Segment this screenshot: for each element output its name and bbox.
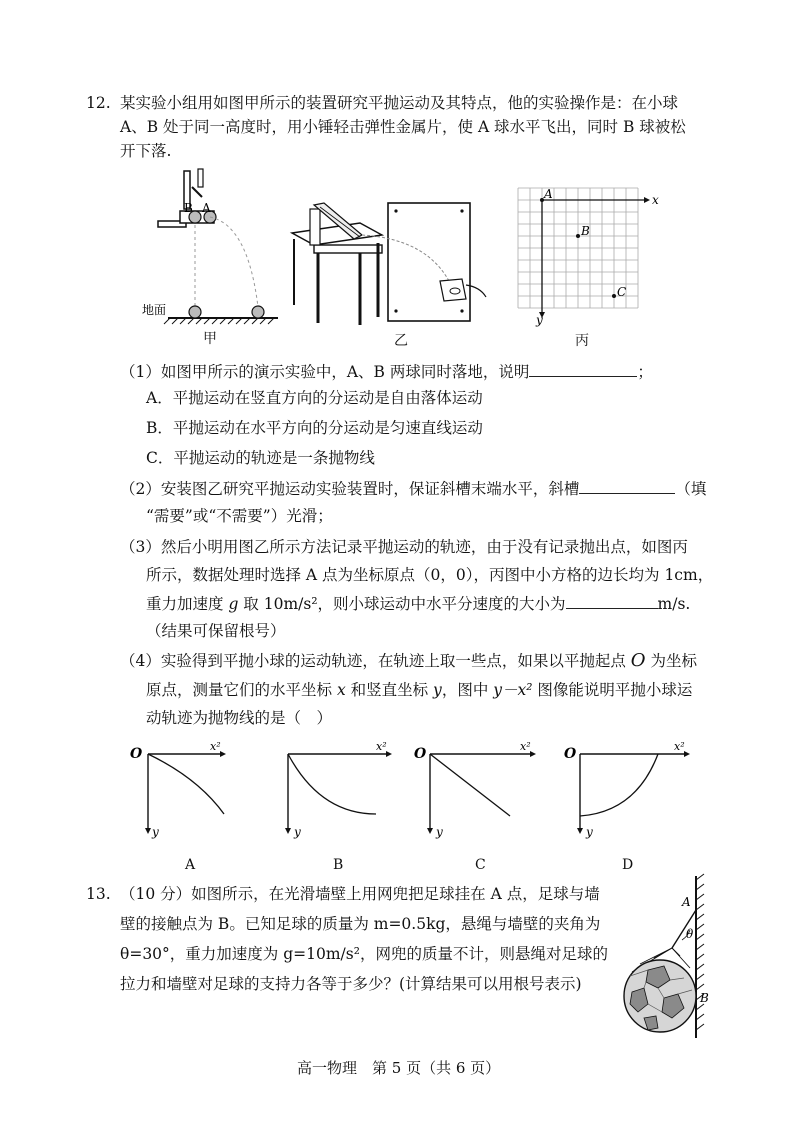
svg-text:O: O xyxy=(564,746,577,762)
graph-a-curve xyxy=(148,754,224,814)
svg-text:x²: x² xyxy=(210,740,221,753)
svg-text:y: y xyxy=(294,825,301,839)
q12-part1: （1）如图甲所示的演示实验中，A、B 两球同时落地，说明 ； xyxy=(120,363,653,381)
q12-stem-line3: 开下落. xyxy=(120,142,172,160)
svg-text:O: O xyxy=(414,746,427,762)
graph-caption-d: D xyxy=(622,857,634,873)
bing-point-c: C xyxy=(617,285,627,299)
bing-x-label: x xyxy=(652,193,659,207)
q12-option-b: B．平抛运动在水平方向的分运动是匀速直线运动 xyxy=(146,419,483,437)
caption-bing: 丙 xyxy=(575,333,589,349)
graph-c xyxy=(410,740,550,840)
figure-jia xyxy=(140,165,280,325)
graph-a xyxy=(120,740,230,840)
q12-part2-line2: “需要”或“不需要”）光滑； xyxy=(146,507,333,525)
q12-part2-line1: （2）安装图乙研究平抛运动实验装置时，保证斜槽末端水平，斜槽 （填 xyxy=(120,480,707,498)
svg-text:x²: x² xyxy=(674,740,685,753)
q12-number: 12. xyxy=(86,94,111,112)
figure-bing xyxy=(508,180,658,325)
graph-b-curve xyxy=(288,754,376,814)
q12-part3-line1: （3）然后小明用图乙所示方法记录平抛运动的轨迹，由于没有记录抛出点，如图丙 xyxy=(120,538,688,556)
q12-part3-line4: （结果可保留根号） xyxy=(146,622,286,640)
q12-part4-line2: 原点，测量它们的水平坐标 x 和竖直坐标 y，图中 y－x² 图像能说明平抛小球运 xyxy=(146,681,693,699)
fig-point-a: A xyxy=(682,895,691,909)
graph-d xyxy=(562,740,702,840)
answer-blank-1[interactable] xyxy=(529,361,637,377)
q12-stem-line1: 某实验小组用如图甲所示的装置研究平抛运动及其特点，他的实验操作是：在小球 xyxy=(120,94,679,112)
fig-angle-theta: θ xyxy=(686,927,694,941)
bing-y-label: y xyxy=(536,313,543,327)
graph-caption-c: C xyxy=(475,857,486,873)
q12-part4-line1: （4）实验得到平抛小球的运动轨迹，在轨迹上取一些点，如果以平抛起点 O 为坐标 xyxy=(120,650,697,671)
q13-line2: 壁的接触点为 B。已知足球的质量为 m=0.5kg，悬绳与墙壁的夹角为 xyxy=(120,915,601,933)
bing-point-a: A xyxy=(544,187,553,201)
q12-part4-line3: 动轨迹为抛物线的是（ ） xyxy=(146,709,333,727)
q13-number: 13. xyxy=(86,885,111,903)
svg-text:y: y xyxy=(152,825,159,839)
ball-b-ground xyxy=(189,306,201,318)
graph-caption-b: B xyxy=(333,857,344,873)
graph-caption-a: A xyxy=(185,857,196,873)
figure-yi xyxy=(290,195,490,330)
svg-text:y: y xyxy=(586,825,593,839)
q12-stem-line2: A、B 处于同一高度时，用小锤轻击弹性金属片，使 A 球水平飞出，同时 B 球被松 xyxy=(120,118,686,136)
graph-d-curve xyxy=(580,754,658,816)
graph-c-line xyxy=(430,754,510,816)
label-a: A xyxy=(202,201,211,215)
answer-blank-2[interactable] xyxy=(579,478,675,494)
ground-label: 地面 xyxy=(142,303,167,317)
q13-line4: 拉力和墙壁对足球的支持力各等于多少？(计算结果可以用根号表示) xyxy=(120,975,582,993)
ball-a-ground xyxy=(252,306,264,318)
q12-part3-line3: 重力加速度 g 取 10m/s²，则小球运动中水平分速度的大小为 m/s. xyxy=(146,595,691,613)
bing-point-b: B xyxy=(581,224,590,238)
label-b: B xyxy=(184,201,193,215)
q12-part3-line2: 所示，数据处理时选择 A 点为坐标原点（0，0），丙图中小方格的边长均为 1cm， xyxy=(146,566,714,584)
caption-yi: 乙 xyxy=(394,333,408,349)
svg-text:x²: x² xyxy=(520,740,531,753)
q13-line3: θ=30°，重力加速度为 g=10m/s²，网兜的质量不计，则悬绳对足球的 xyxy=(120,945,608,963)
svg-text:y: y xyxy=(436,825,443,839)
caption-jia: 甲 xyxy=(203,331,217,347)
q12-option-a: A．平抛运动在竖直方向的分运动是自由落体运动 xyxy=(146,389,483,407)
answer-blank-3[interactable] xyxy=(566,593,658,609)
graph-b xyxy=(268,740,398,840)
svg-text:x²: x² xyxy=(376,740,387,753)
figure-football-wall xyxy=(618,872,728,1042)
q12-option-c: C．平抛运动的轨迹是一条抛物线 xyxy=(146,449,375,467)
svg-text:O: O xyxy=(130,746,143,762)
q13-line1: （10 分）如图所示，在光滑墙壁上用网兜把足球挂在 A 点，足球与墙 xyxy=(120,885,600,903)
page-footer: 高一物理 第 5 页（共 6 页） xyxy=(297,1059,501,1077)
fig-point-b: B xyxy=(700,991,709,1005)
